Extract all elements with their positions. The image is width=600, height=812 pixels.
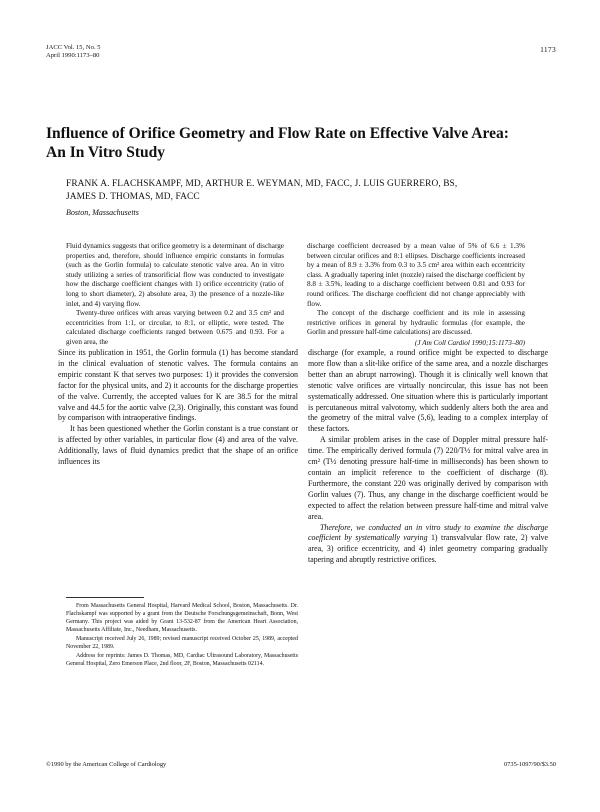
authors-line-2: JAMES D. THOMAS, MD, FACC <box>66 192 200 202</box>
journal-volume: JACC Vol. 15, No. 5 <box>46 44 101 51</box>
body-paragraph-final <box>308 523 548 567</box>
body-regular-text: 1) transvalvular flow rate, 2) valve area, 3) orifice eccentricity, and 4) inlet geometry comparing gradually tapering and abruptly restrictive orifices. <box>308 533 548 565</box>
abstract-paragraph: The concept of the discharge coefficient and its role in assessing restrictive orifices in general by hydraulic formulas (for example, the Gorlin and pressure half-time calculations) are discussed. <box>307 309 525 337</box>
abstract-left-column <box>66 242 284 348</box>
footnote-divider <box>66 597 144 598</box>
abstract-paragraph: discharge coefficient decreased by a mean value of 5% of 6.6 ± 1.3% between circular orifices and 8:1 ellipses. Discharge coefficients increased by a mean of 8.9 ± 3.3% from 0.3 to 3.5 cm² area within each eccentricity class. A gradually tapering inlet (nozzle) raised the discharge coefficient by 8.8 ± 3.5%, leading to a discharge coefficient between 0.81 and 0.93 for round orifices. The discharge coefficient did not change appreciably with flow. <box>307 242 525 308</box>
title-line-2: An In Vitro Study <box>46 144 166 161</box>
body-right-column <box>308 348 548 566</box>
abstract-paragraph: Fluid dynamics suggests that orifice geometry is a determinant of discharge properties and, therefore, should influence empiric constants in formulas (such as the Gorlin formula) to calculate stenotic valve area. An in vitro study utilizing a series of transorificial flow was conducted to investigate how the discharge coefficient changes with 1) orifice eccentricity (ratio of long to short diameter), 2) absolute area, 3) the presence of a nozzle-like inlet, and 4) varying flow. <box>66 242 284 308</box>
body-paragraph: Since its publication in 1951, the Gorlin formula (1) has become standard in the clinical evaluation of stenotic valves. The formula contains an empiric constant K that serves two purposes: 1) it provides the conversion factor for the physical units, and 2) it accounts for the discharge properties of the valve. Currently, the accepted values for K are 38.5 for the mitral valve and 44.5 for the aortic valve (2,3). Originally, this constant was found by comparison with intraoperative findings. <box>58 348 298 423</box>
body-paragraph: It has been questioned whether the Gorlin constant is a true constant or is affected by other variables, in particular flow (4) and area of the valve. Additionally, laws of fluid dynamics predict that the shape of an orifice influences its <box>58 424 298 467</box>
journal-date-pages: April 1990:1173–80 <box>46 52 100 59</box>
author-list <box>66 178 566 204</box>
footnote-reprint-address: Address for reprints: James D. Thomas, MD, Cardiac Ultrasound Laboratory, Massachusetts General Hospital, Zero Emerson Place, 2nd floor, 2F, Boston, Massachusetts 02114. <box>66 653 298 667</box>
author-location: Boston, Massachusetts <box>66 208 139 217</box>
body-paragraph: discharge (for example, a round orifice might be expected to discharge more flow than a slit-like orifice of the same area, and a nozzle discharges better than an abrupt narrowing). Though it is clinically well known that stenotic valve orifices are virtually noncircular, this issue has not been systematically addressed. One situation where this is particularly important is percutaneous mitral valvotomy, which suddenly alters both the area and the geometry of the mitral valve (5,6), leading to a complex interplay of these factors. <box>308 348 548 434</box>
journal-citation <box>46 44 101 60</box>
body-left-column <box>58 348 298 468</box>
footnote-affiliation: From Massachusetts General Hospital, Harvard Medical School, Boston, Massachusetts. Dr. Flachskampf was supported by a grant from the Deutsche Forschungsgemeinschaft, Bonn, West Germany. This project was aided by Grant 13-532-87 from the American Heart Association, Massachusetts Affiliate, Inc., Needham, Massachusetts. <box>66 603 298 633</box>
body-paragraph: A similar problem arises in the case of Doppler mitral pressure half-time. The empirically derived formula (7) 220/T½ for mitral valve area in cm² (T½ denoting pressure half-time in milliseconds) has been shown to contain an implicit reference to the coefficient of discharge (8). Furthermore, the constant 220 was originally derived by comparison with Gorlin values (7). Thus, any change in the discharge coefficient would be expected to affect the relation between pressure half-time and mitral valve area. <box>308 435 548 521</box>
article-title <box>46 124 566 162</box>
abstract-right-column <box>307 242 525 349</box>
footnote-manuscript-dates: Manuscript received July 26, 1989; revised manuscript received October 25, 1989, accepted November 22, 1989. <box>66 636 298 650</box>
body-italic-text: Therefore, we conducted an in vitro study to examine the discharge coefficient by systematically varying <box>308 522 548 543</box>
copyright-notice: ©1990 by the American College of Cardiology <box>46 761 167 768</box>
authors-line-1: FRANK A. FLACHSKAMPF, MD, ARTHUR E. WEYMAN, MD, FACC, J. LUIS GUERRERO, BS, <box>66 179 458 189</box>
page-number: 1173 <box>540 45 556 54</box>
title-line-1: Influence of Orifice Geometry and Flow Rate on Effective Valve Area: <box>46 125 509 142</box>
citation-text: (J Am Coll Cardiol 1990;15:1173–80) <box>414 338 525 347</box>
footnotes <box>66 602 298 669</box>
issn-code: 0735-1097/90/$3.50 <box>503 761 556 768</box>
abstract-paragraph: Twenty-three orifices with areas varying between 0.2 and 3.5 cm² and eccentricities from 1:1, or circular, to 8:1, or elliptic, were tested. The calculated discharge coefficients ranged between 0.675 and 0.93. For a given area, the <box>66 309 284 346</box>
